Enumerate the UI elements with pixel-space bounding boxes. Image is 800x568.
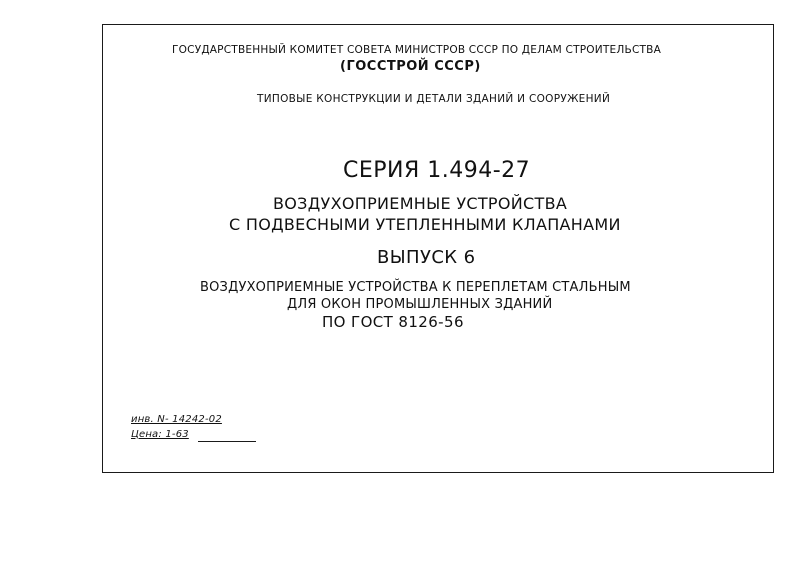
series-number: СЕРИЯ 1.494-27 [343,158,531,183]
title-line-2: С ПОДВЕСНЫМИ УТЕПЛЕННЫМИ КЛАПАНАМИ [229,215,621,234]
price-label: Цена: 1-63 [131,429,189,440]
subtitle-line-2: ДЛЯ ОКОН ПРОМЫШЛЕННЫХ ЗДАНИЙ [287,297,553,312]
price-underline [198,441,256,442]
agency-name: (ГОССТРОЙ СССР) [340,59,481,74]
category-heading: ТИПОВЫЕ КОНСТРУКЦИИ И ДЕТАЛИ ЗДАНИЙ И СООРУЖЕНИЙ [257,93,611,105]
subtitle-line-1: ВОЗДУХОПРИЕМНЫЕ УСТРОЙСТВА К ПЕРЕПЛЕТАМ СТАЛЬНЫМ [200,280,631,295]
committee-heading: ГОСУДАРСТВЕННЫЙ КОМИТЕТ СОВЕТА МИНИСТРОВ СССР ПО ДЕЛАМ СТРОИТЕЛЬСТВА [172,43,662,56]
title-line-1: ВОЗДУХОПРИЕМНЫЕ УСТРОЙСТВА [273,194,568,213]
inventory-number: инв. N- 14242-02 [131,414,222,425]
subtitle-line-3: ПО ГОСТ 8126-56 [322,313,464,331]
issue-number: ВЫПУСК 6 [377,247,476,268]
